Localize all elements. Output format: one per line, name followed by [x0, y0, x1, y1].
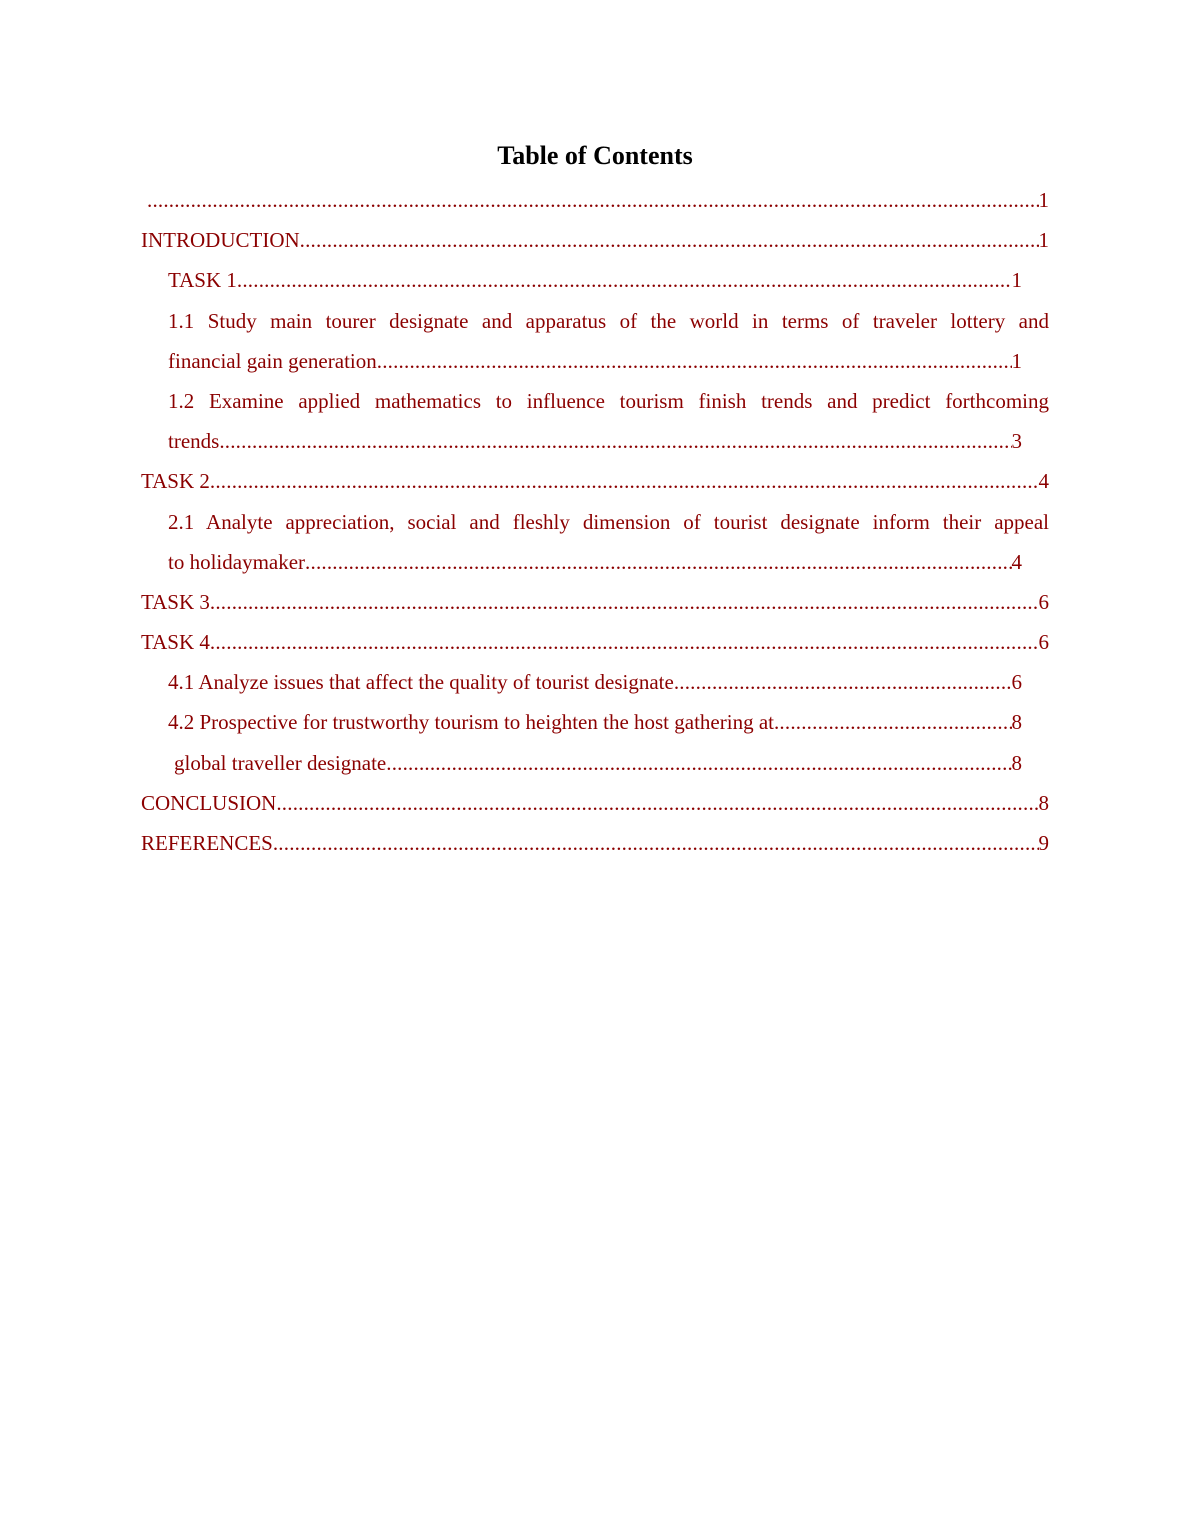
toc-leader-dots [273, 823, 1039, 863]
toc-entry-2-1-line1[interactable] [168, 502, 1049, 542]
toc-entry-1-2-line2[interactable] [168, 421, 1022, 461]
toc-entry-text: TASK 1 [168, 268, 237, 293]
toc-entry-text: REFERENCES [141, 831, 273, 855]
toc-entry-global-traveller[interactable] [174, 743, 1022, 783]
toc-entry-text: 4.1 Analyze issues that affect the quality of tourist designate [168, 670, 674, 695]
toc-leader-dots [674, 662, 1012, 702]
toc-leader-dots [774, 702, 1012, 742]
toc-entry-1-1-line2[interactable] [168, 341, 1022, 381]
toc-entry-task-4[interactable] [141, 622, 1049, 662]
toc-page-number: 1 [1038, 188, 1049, 212]
toc-leader-dots [210, 582, 1039, 622]
toc-page-number: 8 [1011, 750, 1022, 775]
toc-entry-task-3[interactable] [141, 582, 1049, 622]
toc-page-number: 4 [1038, 469, 1049, 494]
toc-entry-text: CONCLUSION [141, 790, 277, 815]
toc-entry-text: TASK 3 [141, 589, 210, 614]
toc-entry-1-2-line1[interactable] [168, 381, 1049, 421]
toc-leader-dots [219, 421, 1011, 461]
toc-entry-task-2[interactable] [141, 461, 1049, 501]
toc-entry-references[interactable] [141, 823, 1049, 863]
toc-entry-1-1-line1[interactable] [168, 301, 1049, 341]
toc-page-number: 3 [1011, 429, 1022, 454]
toc-entry-text: global traveller designate [174, 750, 387, 775]
toc-entry-untitled[interactable] [147, 180, 1049, 220]
toc-entry-text: 1.2 Examine applied mathematics to influence tourism finish trends and predict forthcoming [168, 388, 1049, 413]
toc-entry-4-1[interactable] [168, 662, 1022, 702]
toc-page-number: 1 [1011, 268, 1022, 293]
toc-entry-task-1[interactable] [168, 260, 1022, 300]
toc-entry-text: financial gain generation [168, 348, 377, 373]
toc-leader-dots [237, 260, 1012, 300]
toc-entry-text: 4.2 Prospective for trustworthy tourism to heighten the host gathering at [168, 710, 774, 735]
toc-entry-2-1-line2[interactable] [168, 542, 1022, 582]
toc-entry-text: TASK 2 [141, 469, 210, 494]
toc-leader-dots [386, 743, 1011, 783]
toc-entry-text: 1.1 Study main tourer designate and apparatus of the world in terms of traveler lottery and [168, 308, 1049, 333]
toc-page-number: 8 [1011, 710, 1022, 735]
table-of-contents [141, 180, 1049, 863]
toc-entry-text: 2.1 Analyte appreciation, social and fleshly dimension of tourist designate inform their appeal [168, 509, 1049, 534]
toc-page-number: 6 [1038, 630, 1049, 655]
toc-leader-dots [300, 220, 1039, 260]
toc-title: Table of Contents [497, 141, 693, 170]
toc-leader-dots [276, 783, 1038, 823]
toc-entry-text: INTRODUCTION [141, 228, 300, 253]
toc-page-number: 6 [1011, 670, 1022, 695]
toc-leader-dots [147, 180, 1039, 220]
toc-leader-dots [210, 461, 1039, 501]
toc-entry-text: to holidaymaker [168, 549, 306, 574]
toc-page-number: 6 [1038, 589, 1049, 614]
toc-page-number: 4 [1011, 549, 1022, 574]
toc-page-number: 9 [1038, 831, 1049, 855]
toc-leader-dots [210, 622, 1039, 662]
toc-entry-conclusion[interactable] [141, 783, 1049, 823]
toc-page-number: 1 [1038, 228, 1049, 253]
toc-entry-text: trends [168, 429, 220, 454]
toc-entry-text: TASK 4 [141, 630, 210, 655]
toc-page-number: 1 [1011, 348, 1022, 373]
toc-page-number: 8 [1038, 790, 1049, 815]
toc-leader-dots [305, 542, 1011, 582]
toc-leader-dots [377, 341, 1012, 381]
toc-entry-introduction[interactable] [141, 220, 1049, 260]
toc-entry-4-2[interactable] [168, 702, 1022, 742]
